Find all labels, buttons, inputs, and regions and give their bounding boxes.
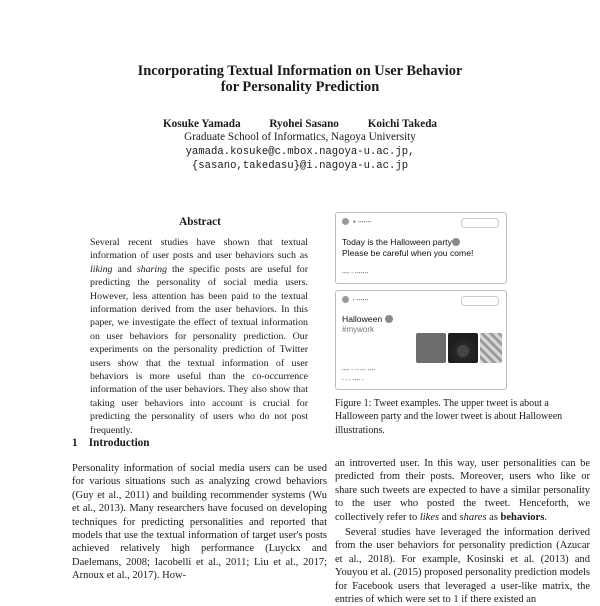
pumpkin-illustration-icon xyxy=(448,333,478,363)
author-1: Kosuke Yamada xyxy=(162,118,241,130)
tweet-handle-blurred: ▪ ▪▪▪▪▪▪ xyxy=(353,297,369,302)
right-and: and xyxy=(439,511,460,523)
follow-button-icon xyxy=(461,296,499,306)
tweet-2-actions-blurred: ▪ ▪ ▪ ▪▪▪▪ ▪ xyxy=(342,377,364,382)
abstract-text-2: the specific posts are useful for predicting the personality of social media users. However, less attention has been paid to the textual information derived from the user behaviors. In this paper, we investigate the effect of textual information on user behaviors for personality prediction. Our experiments on the personality prediction of Twitter users show that the textual information of user behaviors is more useful than the co-occurrence information of the user behaviors. They also show that taking user behaviors into account is crucial for predicting the personality of users who do not post frequently. xyxy=(90,263,308,436)
figure-caption: Figure 1: Tweet examples. The upper tweet is about a Halloween party and the lower tweet is about Halloween illustrations. xyxy=(335,398,563,436)
abstract-sharing: sharing xyxy=(136,263,168,275)
section-heading-introduction: 1 Introduction xyxy=(72,437,150,449)
author-3: Koichi Takeda xyxy=(367,118,438,130)
illustration-thumbnail-icon xyxy=(416,333,446,363)
avatar-icon xyxy=(342,218,349,225)
right-paragraph-2: Several studies have leveraged the information derived from the user behaviors for personality prediction (Azucar et al., 2018). For example, Kosinski et al. (2013) and Youyou et al. (2015) proposed personality prediction models for Facebook users that leveraged a user-like matrix, the entries of which were set to 1 if there existed an xyxy=(335,527,590,606)
tweet-1-text xyxy=(342,237,473,258)
avatar-icon xyxy=(342,296,349,303)
right-paragraph-1 xyxy=(335,457,590,524)
affiliation: Graduate School of Informatics, Nagoya University xyxy=(184,131,416,143)
tweet-1-line-2: Please be careful when you come! xyxy=(342,247,474,258)
tweet-card-2 xyxy=(335,290,507,390)
term-likes: likes xyxy=(419,511,440,523)
tweet-1-meta-blurred: ▪▪▪▪ ▪ ▪▪▪▪▪▪▪ xyxy=(342,270,369,275)
tweet-2-meta-blurred: ▪▪▪▪ ▪ ▪▪ ▪▪▪ ▪▪▪▪ xyxy=(342,367,376,372)
tweet-2-line-2: #mywork xyxy=(342,324,375,334)
right-as: as xyxy=(486,511,501,523)
term-behaviors: behaviors xyxy=(500,511,545,523)
abstract-heading: Abstract xyxy=(179,216,221,228)
abstract-and: and xyxy=(112,263,137,275)
emoji-icon xyxy=(385,315,393,323)
follow-button-icon xyxy=(461,218,499,228)
tweet-2-text xyxy=(342,314,393,335)
paper-title xyxy=(0,63,600,95)
paper-title-line-2: for Personality Prediction xyxy=(220,79,380,95)
emoji-icon xyxy=(452,238,460,246)
author-2: Ryohei Sasano xyxy=(269,118,339,130)
abstract-liking: liking xyxy=(90,263,113,275)
right-column-body xyxy=(335,457,590,606)
pattern-illustration-icon xyxy=(480,333,502,363)
abstract-body xyxy=(90,236,308,437)
term-shares: shares xyxy=(459,511,487,523)
right-para-1-text: an introverted user. In this way, user personalities can be predicted from their posts. Moreover, users who like or share such tweets are expected to have a similar personality to the user who posted the tweet. Henceforth, we collectively refer to xyxy=(335,458,590,523)
right-period: . xyxy=(544,511,547,523)
author-list xyxy=(0,117,600,131)
introduction-body: Personality information of social media users can be used for various situations such as analyzing crowd behaviors (Guy et al., 2011) and building recommender systems (Wu et al., 2013). Many researchers have focused on developing techniques for predicting personalities and reported that models that use the textual information of target user's posts achieved relatively high performance (Luyckx and Daelemans, 2008; Iacobelli et al., 2011; Liu et al., 2017; Arnoux et al., 2017). How- xyxy=(72,463,327,582)
email-line-2: {sasano,takedasu}@i.nagoya-u.ac.jp xyxy=(191,160,409,172)
email-line-1: yamada.kosuke@c.mbox.nagoya-u.ac.jp, xyxy=(185,146,415,158)
tweet-1-line-1: Today is the Halloween party xyxy=(342,237,452,247)
tweet-handle-blurred: ■ ▪▪▪▪▪▪▪ xyxy=(353,219,372,224)
tweet-2-line-1: Halloween xyxy=(342,314,383,324)
paper-title-line-1: Incorporating Textual Information on User Behavior xyxy=(137,63,463,79)
abstract-text-1: Several recent studies have shown that textual information of user posts and user behaviors such as xyxy=(90,237,308,262)
tweet-card-1 xyxy=(335,212,507,284)
